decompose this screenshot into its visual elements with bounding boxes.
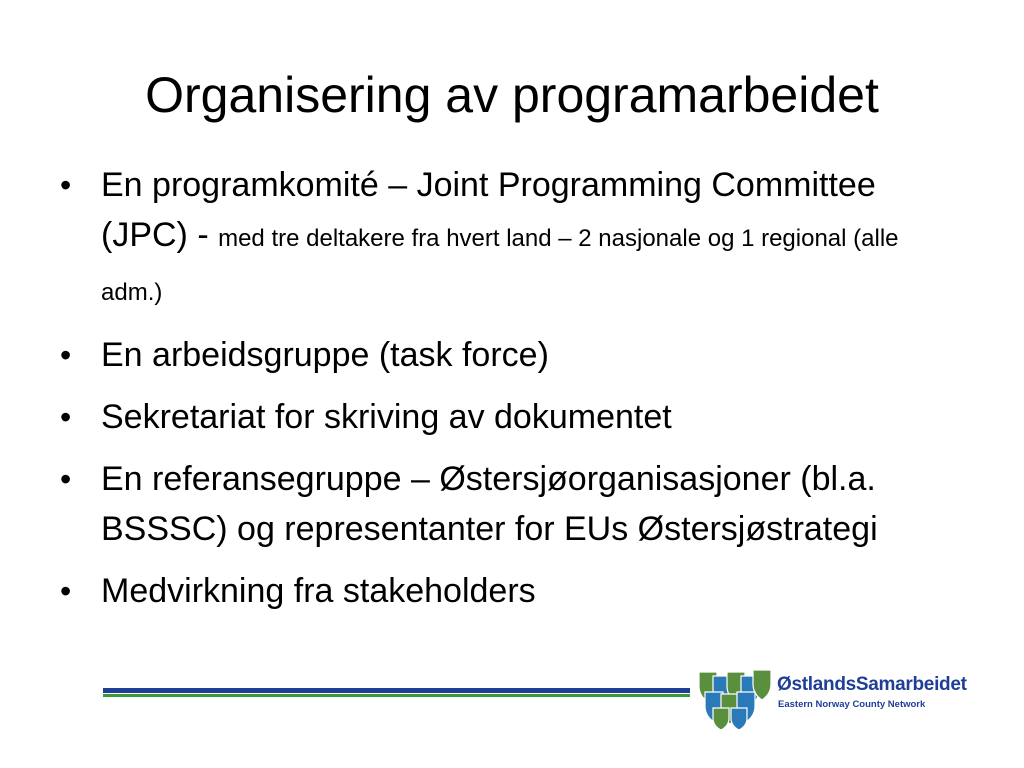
bullet-item-stakeholders bbox=[58, 566, 958, 616]
bullet-marker: • bbox=[60, 461, 72, 497]
bullet-item-secretariat bbox=[58, 392, 958, 442]
bullet-marker: • bbox=[60, 399, 72, 435]
bullet-marker: • bbox=[60, 337, 72, 373]
ostlandssamarbeidet-logo bbox=[697, 668, 987, 730]
bullet-text: En referansegruppe – Østersjøorganisasjoner (bl.a. BSSSC) og representanter for EUs Østersjøstrategi bbox=[101, 460, 878, 548]
bullet-detail-text: med tre deltakere fra hvert land – 2 nasjonale og 1 regional (alle adm.) bbox=[101, 225, 899, 306]
footer-rule-blue bbox=[103, 688, 690, 693]
bullet-marker: • bbox=[60, 167, 72, 203]
bullet-marker: • bbox=[60, 573, 72, 609]
bullet-text: Sekretariat for skriving av dokumentet bbox=[101, 398, 672, 436]
bullet-text: Medvirkning fra stakeholders bbox=[101, 572, 536, 610]
county-shields-icon bbox=[697, 668, 775, 730]
logo-name: ØstlandsSamarbeidet bbox=[777, 674, 967, 695]
bullet-item-reference-group bbox=[58, 454, 958, 554]
slide-title: Organisering av programarbeidet bbox=[145, 67, 879, 123]
bullet-text: En arbeidsgruppe (task force) bbox=[101, 336, 549, 374]
logo-subtitle: Eastern Norway County Network bbox=[778, 699, 926, 710]
bullet-list bbox=[58, 160, 958, 628]
bullet-item-jpc bbox=[58, 160, 958, 318]
bullet-text: En programkomité – Joint Programming Committee (JPC) - bbox=[101, 166, 876, 254]
footer-rule-green bbox=[103, 694, 690, 697]
bullet-item-task-force bbox=[58, 330, 958, 380]
